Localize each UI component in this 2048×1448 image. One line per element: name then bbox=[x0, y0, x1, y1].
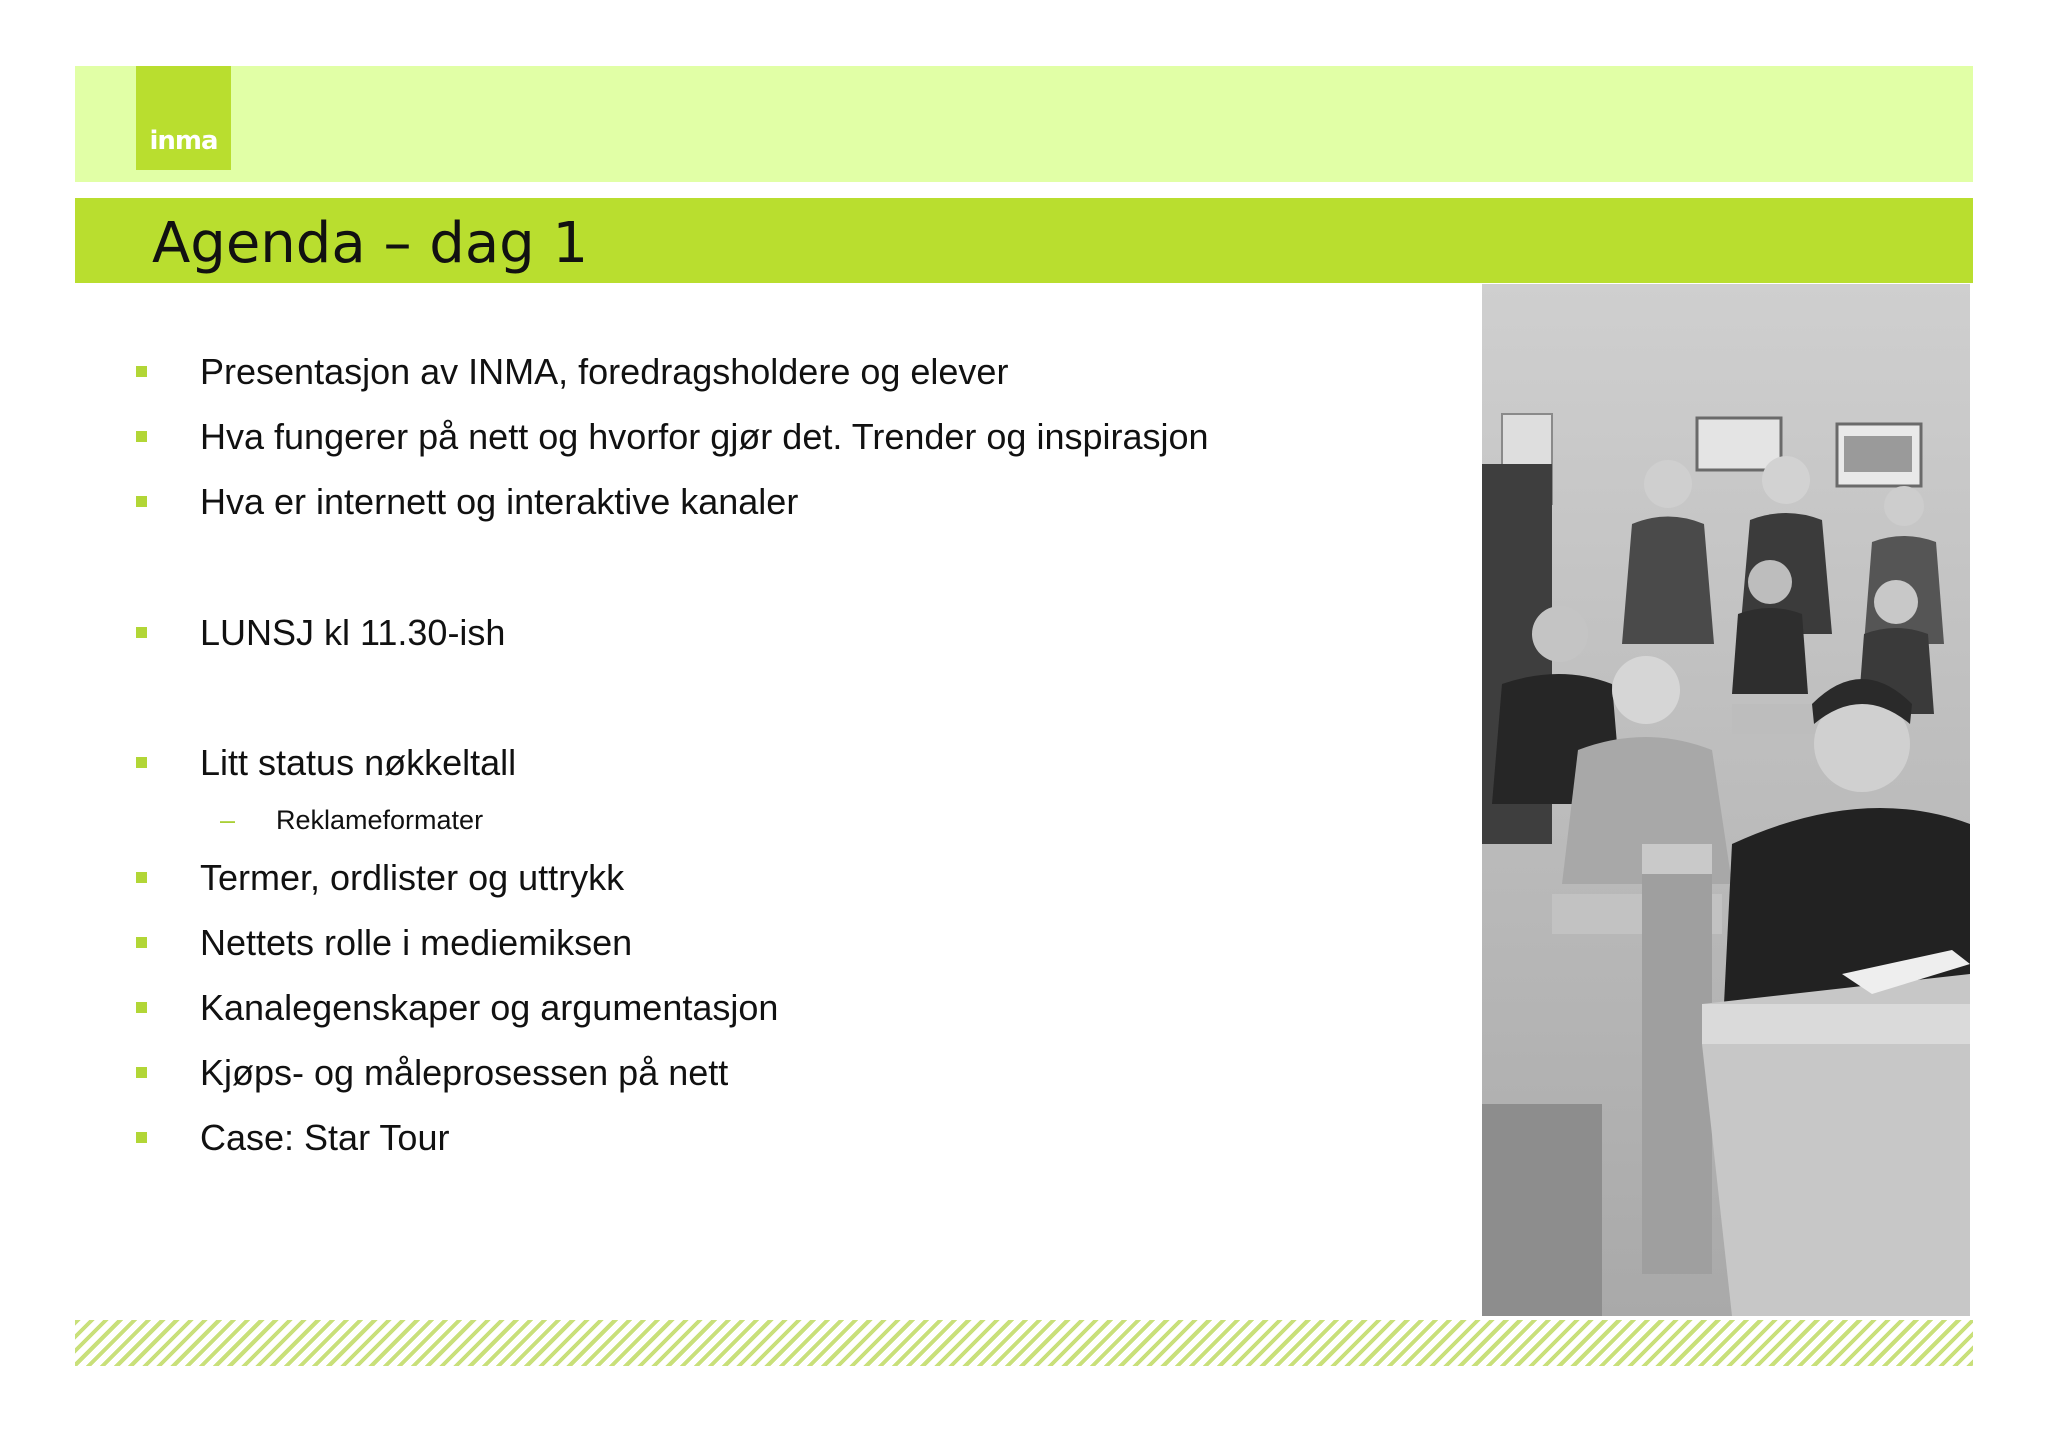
classroom-photo-graphic bbox=[1482, 284, 1970, 1316]
agenda-item-label: Litt status nøkkeltall bbox=[200, 742, 517, 783]
square-bullet-icon bbox=[136, 1132, 147, 1143]
agenda-subitem-label: Reklameformater bbox=[276, 805, 484, 835]
dash-bullet-icon: – bbox=[220, 805, 236, 835]
square-bullet-icon bbox=[136, 366, 147, 377]
agenda-item-label: Kjøps- og måleprosessen på nett bbox=[200, 1052, 729, 1093]
square-bullet-icon bbox=[136, 757, 147, 768]
square-bullet-icon bbox=[136, 627, 147, 638]
header-band bbox=[75, 66, 1973, 182]
square-bullet-icon bbox=[136, 1002, 147, 1013]
agenda-item-label: Termer, ordlister og uttrykk bbox=[200, 857, 625, 898]
classroom-photo bbox=[1482, 284, 1970, 1316]
footer-hatch-band bbox=[75, 1320, 1973, 1366]
slide-title: Agenda – dag 1 bbox=[152, 211, 589, 276]
square-bullet-icon bbox=[136, 872, 147, 883]
agenda-item-label: LUNSJ kl 11.30-ish bbox=[200, 612, 506, 653]
inma-logo bbox=[136, 66, 231, 170]
square-bullet-icon bbox=[136, 1067, 147, 1078]
agenda-item-label: Kanalegenskaper og argumentasjon bbox=[200, 987, 779, 1028]
agenda-item-label: Hva er internett og interaktive kanaler bbox=[200, 481, 799, 522]
agenda-item-label: Nettets rolle i mediemiksen bbox=[200, 922, 633, 963]
square-bullet-icon bbox=[136, 937, 147, 948]
logo-text: inma bbox=[149, 126, 218, 156]
square-bullet-icon bbox=[136, 431, 147, 442]
square-bullet-icon bbox=[136, 496, 147, 507]
agenda-item-label: Case: Star Tour bbox=[200, 1117, 450, 1158]
agenda-item-label: Hva fungerer på nett og hvorfor gjør det. Trender og inspirasjon bbox=[200, 416, 1209, 457]
agenda-item-label: Presentasjon av INMA, foredragsholdere og elever bbox=[200, 351, 1009, 392]
